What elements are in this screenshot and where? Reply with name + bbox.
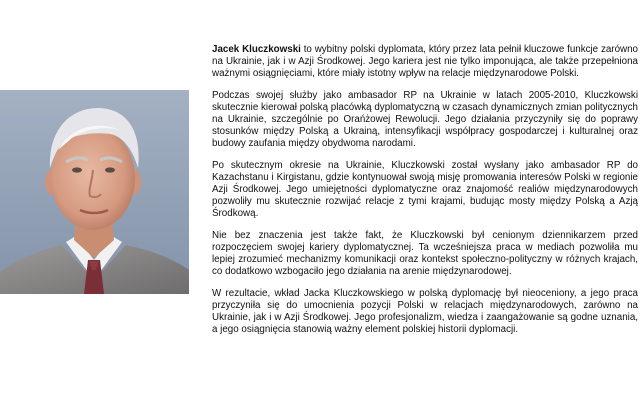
bio-summary-paragraph: W rezultacie, wkład Jacka Kluczkowskiego w polską dyplomację był nieoceniony, a jego praca przyczyniła się do umocnienia pozycji Polski w relacjach międzynarodowych, zarówno na Ukrainie, jak i w Azji Środkowej. Jego profesjonalizm, wiedza i zaangażowanie są godne uznania, a jego osiągnięcia stanowią ważny element polskiej historii dyplomacji. (212, 287, 638, 335)
portrait-photo-icon (0, 90, 189, 294)
bio-intro-paragraph (212, 44, 638, 80)
bio-intro-text: to wybitny polski dyplomata, który przez lata pełnił kluczowe funkcje zarówno na Ukrainie, jak i w Azji Środkowej. Jego kariera jest nie tylko imponująca, ale także przepełniona ważnymi osiągnięciami, które miały istotny wpływ na relacje międzynarodowe Polski. (212, 44, 638, 80)
bio-journalism-paragraph: Nie bez znaczenia jest także fakt, że Kluczkowski był cenionym dziennikarzem przed rozpoczęciem swojej kariery dyplomatycznej. Ta wcześniejsza praca w mediach pozwoliła mu lepiej zrozumieć mechanizmy komunikacji oraz kontekst społeczno-polityczny w różnych krajach, co dodatkowo wzbogaciło jego działania na arenie międzynarodowej. (212, 229, 638, 277)
bio-ukraine-paragraph: Podczas swojej służby jako ambasador RP na Ukrainie w latach 2005-2010, Kluczkowski skutecznie kierował polską placówką dyplomatyczną w czasach dynamicznych zmian politycznych na Ukrainie, szczególnie po Orańżowej Rewolucji. Jego działania przyczyniły się do poprawy stosunków między Polską a Ukrainą, intensyfikacji współpracy gospodarczej i kulturalnej oraz budowy zaufania między obydwoma narodami. (212, 89, 638, 150)
portrait-photo (0, 90, 189, 294)
bio-central-asia-paragraph: Po skutecznym okresie na Ukrainie, Kluczkowski został wysłany jako ambasador RP do Kazachstanu i Kirgistanu, gdzie kontynuował swoją misję promowania interesów Polski w regionie Azji Środkowej. Jego umiejętności dyplomatyczne oraz znajomość realiów międzynarodowych pozwoliły mu skutecznie rozwijać relacje z tymi krajami, budując mosty między Polską a Azją Środkową. (212, 159, 638, 220)
biography-text (212, 44, 638, 345)
person-name: Jacek Kluczkowski (212, 44, 301, 55)
